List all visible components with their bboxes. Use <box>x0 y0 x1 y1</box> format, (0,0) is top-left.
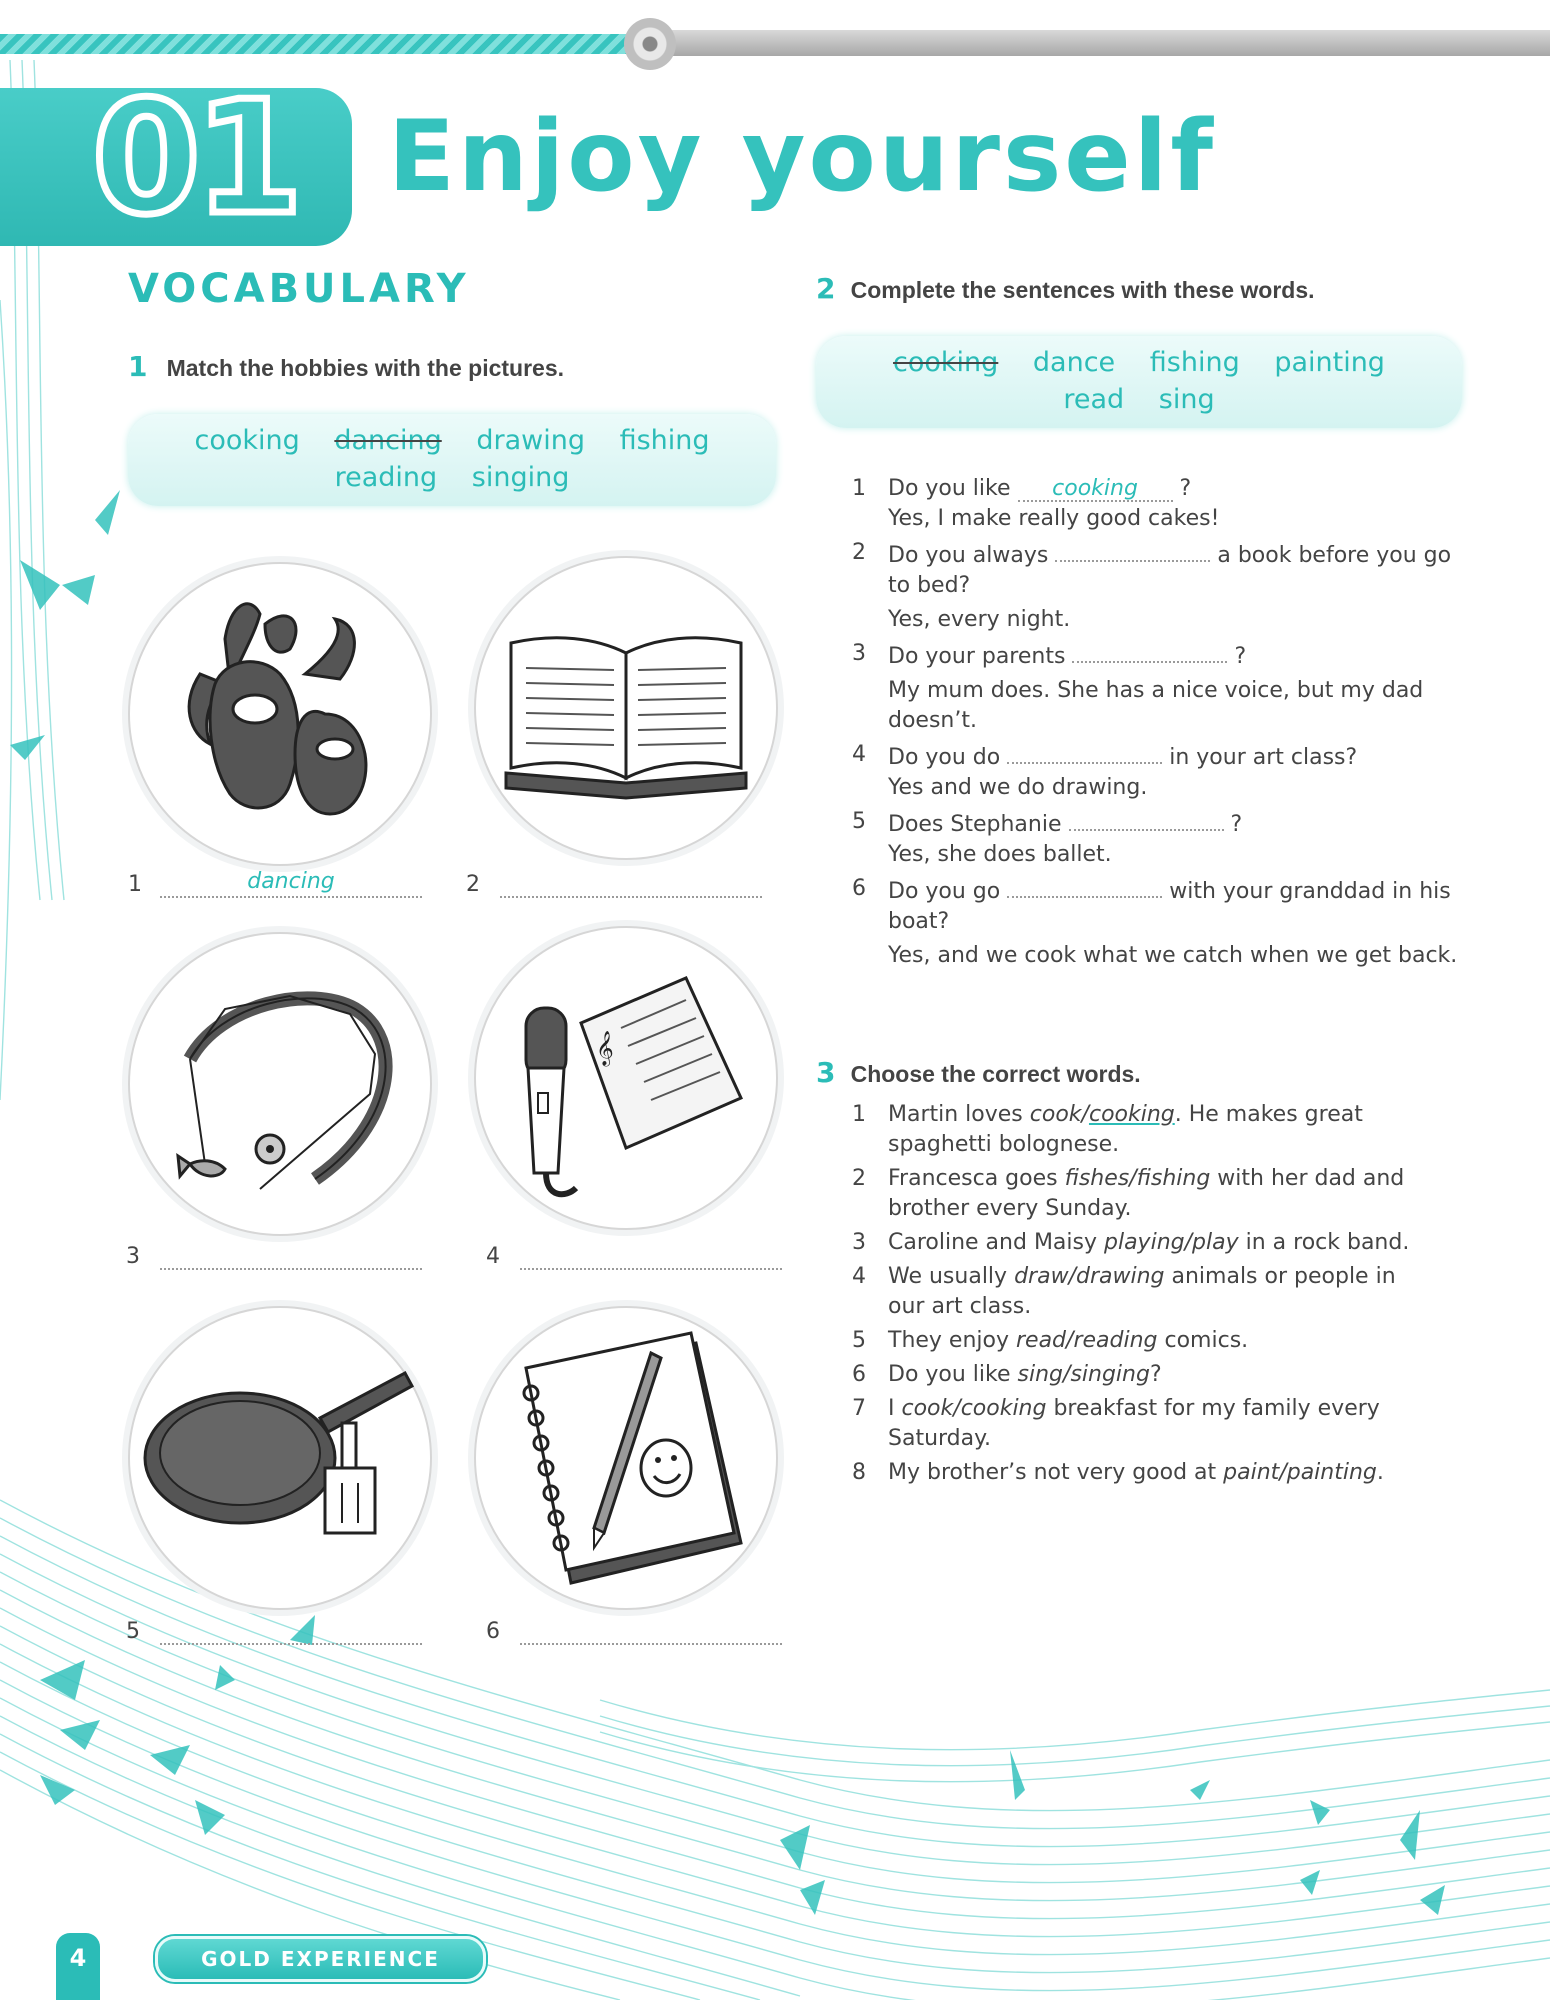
gap-answer[interactable] <box>1055 538 1210 562</box>
exercise2-item <box>852 474 1468 504</box>
gap-answer[interactable] <box>1007 874 1162 898</box>
item-text: Caroline and Maisy <box>888 1230 1097 1255</box>
item-text: Do you like <box>888 476 1011 501</box>
choice-option[interactable]: singing <box>1070 1362 1150 1387</box>
exercise2-item <box>852 874 1468 937</box>
sketchbook-pencil-icon <box>476 1308 776 1608</box>
item-text: with your granddad in his boat? <box>888 879 1451 934</box>
picture-number: 3 <box>126 1244 140 1269</box>
choice-option[interactable]: paint <box>1223 1460 1280 1485</box>
exercise2-item <box>852 639 1468 672</box>
choice-option[interactable]: cooking <box>960 1396 1047 1421</box>
item-text: animals or people in our art class. <box>888 1264 1396 1319</box>
item-text: breakfast for my family every Saturday. <box>888 1396 1380 1451</box>
item-number: 1 <box>852 1102 866 1127</box>
svg-text:𝄞: 𝄞 <box>596 1031 614 1066</box>
item-text: ? <box>1149 1362 1162 1387</box>
picture-open-book <box>474 556 778 860</box>
word-option: cooking <box>194 425 300 456</box>
gap-answer[interactable] <box>1069 807 1224 831</box>
item-text: . He makes great spaghetti bolognese. <box>888 1102 1363 1157</box>
item-number: 4 <box>852 1264 866 1289</box>
item-text: Do you do <box>888 745 1001 770</box>
choice-option[interactable]: reading <box>1073 1328 1158 1353</box>
item-number: 2 <box>852 1166 866 1191</box>
item-number: 3 <box>852 1230 866 1255</box>
item-text: with her dad and brother every Sunday. <box>888 1166 1405 1221</box>
exercise2-word-box <box>816 336 1462 428</box>
word-option: singing <box>471 462 570 493</box>
item-text: Do your parents <box>888 644 1066 669</box>
item-text: in a rock band. <box>1245 1230 1410 1255</box>
word-option: reading <box>334 462 438 493</box>
exercise2-item <box>852 740 1468 773</box>
word-option: fishing <box>619 425 710 456</box>
item-text: . <box>1376 1460 1384 1485</box>
ballet-shoes-icon <box>130 564 430 864</box>
gap-answer[interactable]: cooking <box>1018 478 1173 502</box>
item-number: 3 <box>852 641 866 666</box>
picture-frying-pan <box>128 1306 432 1610</box>
fishing-rod-icon <box>130 934 430 1234</box>
gap-answer[interactable] <box>1007 740 1162 764</box>
word-option-crossed: dancing <box>334 425 442 456</box>
picture-number: 2 <box>466 872 480 897</box>
unit-number: 01 <box>92 67 298 249</box>
gap-answer[interactable] <box>1072 639 1227 663</box>
exercise3-instruction: Choose the correct words. <box>850 1061 1141 1087</box>
choice-option[interactable]: fishes <box>1064 1166 1130 1191</box>
answer-line-3[interactable] <box>160 1242 422 1270</box>
choice-option[interactable]: sing <box>1017 1362 1064 1387</box>
item-text: They enjoy <box>888 1328 1009 1353</box>
word-option: dance <box>1032 347 1116 378</box>
exercise3-header <box>816 1056 1141 1089</box>
item-text: ? <box>1179 476 1192 501</box>
choice-option[interactable]: painting <box>1286 1460 1377 1485</box>
exercise2-instruction: Complete the sentences with these words. <box>850 277 1315 303</box>
item-number: 6 <box>852 1362 866 1387</box>
choice-option[interactable]: playing <box>1104 1230 1185 1255</box>
exercise3-item: 2 Francesca goes fishes/fishing with her dad and brother every Sunday. <box>852 1166 1405 1221</box>
item-text: Francesca goes <box>888 1166 1058 1191</box>
item-number: 6 <box>852 876 866 901</box>
choice-option[interactable]: cook <box>1029 1102 1082 1127</box>
top-grey-bar <box>650 30 1550 56</box>
choice-option[interactable]: play <box>1192 1230 1239 1255</box>
picture-number: 1 <box>128 872 142 897</box>
reply-text: My mum does. She has a nice voice, but my dad doesn’t. <box>888 678 1424 733</box>
exercise3-number: 3 <box>816 1056 836 1089</box>
choice-option[interactable]: draw <box>1014 1264 1069 1289</box>
item-number: 5 <box>852 1328 866 1353</box>
top-decorative-stripe <box>0 34 640 54</box>
item-text: I <box>888 1396 895 1421</box>
exercise3-item: 6 Do you like sing/singing? <box>852 1360 1432 1390</box>
exercise2-list <box>852 474 1468 971</box>
picture-number: 4 <box>486 1244 500 1269</box>
picture-number: 5 <box>126 1619 140 1644</box>
bar-knob-icon <box>624 18 676 70</box>
exercise3-item: 3 Caroline and Maisy playing/play in a rock band. <box>852 1228 1432 1258</box>
exercise3-list <box>852 1100 1432 1488</box>
page-number: 4 <box>56 1933 100 2000</box>
answer-line-1[interactable]: dancing <box>160 870 422 898</box>
exercise3-item: 5 They enjoy read/reading comics. <box>852 1326 1432 1356</box>
microphone-sheet-music-icon <box>476 928 776 1228</box>
reply-text: Yes and we do drawing. <box>888 775 1148 800</box>
picture-fishing-rod <box>128 932 432 1236</box>
answer-line-2[interactable] <box>500 870 762 898</box>
exercise3-item: 8 My brother’s not very good at paint/painting. <box>852 1458 1432 1488</box>
item-text: ? <box>1234 644 1247 669</box>
word-option: sing <box>1158 384 1215 415</box>
exercise2-item <box>852 807 1468 840</box>
choice-option[interactable]: fishing <box>1136 1166 1211 1191</box>
item-number: 4 <box>852 742 866 767</box>
choice-option[interactable]: read <box>1016 1328 1067 1353</box>
item-number: 7 <box>852 1396 866 1421</box>
item-text: We usually <box>888 1264 1008 1289</box>
exercise3-item: 7 I cook/cooking breakfast for my family every Saturday. <box>852 1396 1380 1451</box>
item-text: in your art class? <box>1169 745 1358 770</box>
picture-microphone <box>474 926 778 1230</box>
item-number: 2 <box>852 540 866 565</box>
reply-text: Yes, every night. <box>888 607 1071 632</box>
reply-text: Yes, she does ballet. <box>888 842 1112 867</box>
choice-option[interactable]: cook <box>901 1396 954 1421</box>
exercise2-item <box>852 538 1468 601</box>
choice-option-selected[interactable]: cooking <box>1088 1102 1175 1127</box>
brand-logo: GOLD EXPERIENCE <box>155 1936 486 1982</box>
item-text: Martin loves <box>888 1102 1023 1127</box>
reply-text: Yes, I make really good cakes! <box>888 506 1220 531</box>
exercise3-item: 1 Martin loves cook/cooking. He makes great spaghetti bolognese. <box>852 1102 1363 1157</box>
item-text: Do you like <box>888 1362 1011 1387</box>
answer-line-5[interactable] <box>160 1617 422 1645</box>
section-heading-vocabulary: VOCABULARY <box>128 266 470 312</box>
item-text: comics. <box>1164 1328 1249 1353</box>
item-number: 8 <box>852 1460 866 1485</box>
exercise1-number: 1 <box>128 350 148 383</box>
word-option: drawing <box>476 425 585 456</box>
item-number: 5 <box>852 809 866 834</box>
word-option: painting <box>1274 347 1385 378</box>
exercise3-item: 4 We usually draw/drawing animals or people in our art class. <box>852 1264 1396 1319</box>
exercise1-instruction: Match the hobbies with the pictures. <box>166 355 565 381</box>
item-text: My brother’s not very good at <box>888 1460 1217 1485</box>
reply-text: Yes, and we cook what we catch when we get back. <box>888 943 1458 968</box>
exercise1-word-box <box>128 414 776 506</box>
exercise1-header <box>128 350 564 383</box>
exercise2-header <box>816 272 1315 305</box>
item-text: Does Stephanie <box>888 812 1062 837</box>
item-text: Do you go <box>888 879 1001 904</box>
item-text: ? <box>1230 812 1243 837</box>
picture-ballet-shoes <box>128 562 432 866</box>
word-option-crossed: cooking <box>893 347 999 378</box>
answer-line-4[interactable] <box>520 1242 782 1270</box>
frying-pan-icon <box>130 1308 430 1608</box>
word-option: read <box>1063 384 1125 415</box>
word-option: fishing <box>1149 347 1240 378</box>
choice-option[interactable]: drawing <box>1075 1264 1165 1289</box>
item-text: Do you always <box>888 543 1049 568</box>
item-number: 1 <box>852 476 866 501</box>
open-book-icon <box>476 558 776 858</box>
unit-title: Enjoy yourself <box>388 100 1216 214</box>
answer-line-6[interactable] <box>520 1617 782 1645</box>
picture-number: 6 <box>486 1619 500 1644</box>
exercise2-number: 2 <box>816 272 836 305</box>
picture-sketchbook <box>474 1306 778 1610</box>
item-text: a book before you go to bed? <box>888 543 1452 598</box>
